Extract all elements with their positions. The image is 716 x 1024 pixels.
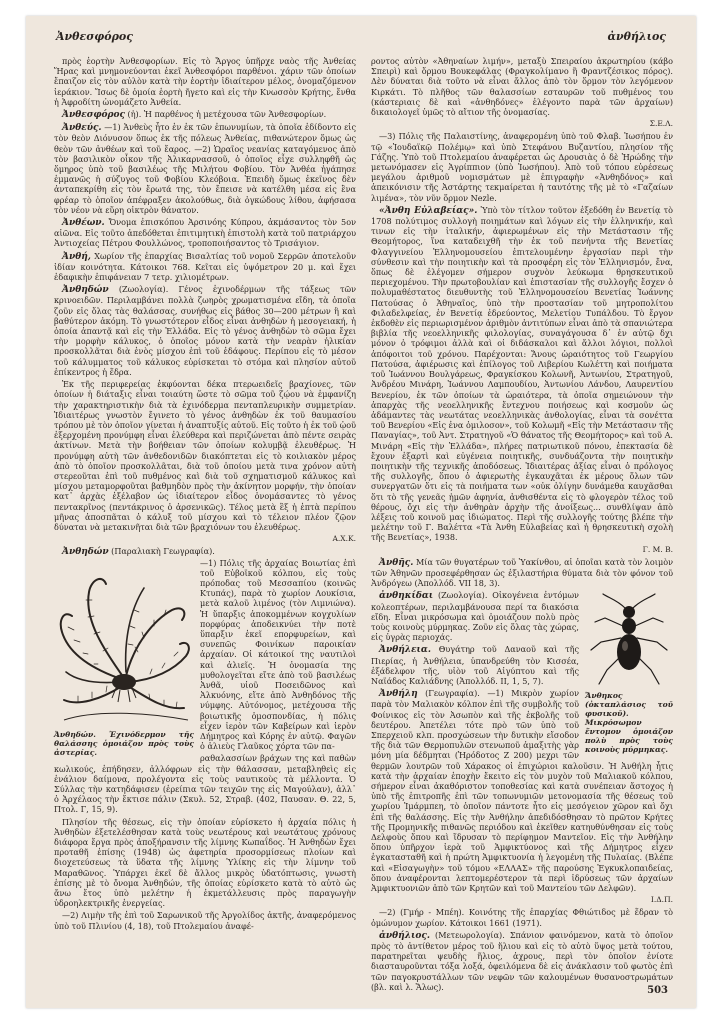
entry-category: (Μετεωρολογία).	[435, 929, 505, 940]
featherstar-figure	[54, 560, 194, 757]
entry-category: (Παραλιακὴ Γεωγραφία).	[111, 546, 215, 557]
entry-category: (Ζωολογία).	[118, 284, 169, 295]
headword: Ἀνθεύς.	[62, 123, 102, 134]
entry-anthidon-geography-2	[54, 910, 356, 930]
featherstar-illustration	[54, 560, 194, 728]
entry-anthidon-geography-cont	[54, 817, 356, 909]
entry-antheus	[54, 122, 356, 215]
entry-anthidon-zoology-cont	[54, 379, 356, 532]
headword: Ἀνθέων.	[62, 218, 105, 229]
entry-text: —2) Λιμὴν τῆς ἐπὶ τοῦ Σαρωνικοῦ τῆς Ἀργολίδος ἀκτῆς, ἀναφερόμενος ὑπὸ τοῦ Πλινίου (4, 18), τοῦ Πτολεμαίου ἀναφέ-	[54, 910, 356, 931]
entry-text: Πλησίον τῆς θέσεως, εἰς τὴν ὁποίαν εὑρίσκετο ἡ ἀρχαία πόλις ἡ Ἀνθηδὼν ἐξετελέσθησαν κατὰ τοὺς νεωτέρους καὶ νεωτάτους χρόνους διάφορα ἔργα πρὸς ἀποξήρανσιν τῆς λίμνης Κωπαΐδος. Ἡ Ἀνθηδὼν ἔχει προταθῆ ἐπίσης (1948) ὡς ἀφετηρία προσορμίσεως πλοίων καὶ διοχετεύσεως τὰ ὕδατα τῆς λίμνης Ὑλίκης εἰς τὴν λίμνην τοῦ Μαραθῶνος. Ὑπάρχει ἐκεῖ δὲ ἄλλος μικρὸς ὑδατόπτωσις, γνωστὴ ἐπίσης μὲ τὸ ὄνομα Ἀνθηδών, τῆς ὁποίας εὑρίσκετο κατὰ τὸ αὐτὸ ὡς ἄνω ἔτος ὑπὸ μελέτην ἡ ἐκμετάλλευσις πρὸς παραγωγὴν ὑδροηλεκτρικῆς ἐνεργείας.	[54, 816, 356, 909]
entry-category: (Ζωολογία).	[437, 590, 488, 601]
entry-text: —2) (Γμήρ - Μπέη). Κοινότης τῆς ἐπαρχίας Φθιώτιδος μὲ ἕδραν τὸ ὁμώνυμον χωρίον. Κάτοικοι 1661 (1971).	[371, 907, 673, 928]
entry-text: —1) Πόλις τῆς ἀρχαίας Βοιωτίας ἐπὶ τοῦ Εὐβοϊκοῦ κόλπου, εἰς τοὺς πρόποδας τοῦ Μεσσαπίου (κοινῶς Κτυπάς), παρὰ τὸ χωρίον Λουκίσια, μετὰ καλοῦ λιμένος (τὸν Λιμνιώνα). Ἡ ὕπαρξις ἀποκομμένων κογχυλίων πορφύρας ἀποδεικνύει τὴν ποτὲ ὕπαρξιν ἐκεῖ επορφυρείων, καὶ συνεπῶς Φοινίκων παροικίαν ἀρχαίαν. Οἱ κάτοικοί της ναυτιλοὶ καὶ ἁλιεῖς. Ἡ ὀνομασία της μυθολογεῖται εἴτε ἀπὸ τοῦ βασιλέως Ἀνθᾶ, υἱοῦ Ποσειδῶνος καὶ Ἀλκυόνης, εἴτε ἀπὸ Ἀνθηδόνος τῆς νύμφης. Αὐτόνομος, μετέχουσα τῆς βοιωτικῆς ὁμοσπονδίας, ἡ πόλις εἶχεν ἱερὸν τῶν Καβείρων καὶ ἱερὸν Δήμητρος καὶ Κόρης ἐν αὐτῷ. Φαγῶν ὁ ἁλιεὺς Γλαῦκος χόρτα τῶν πα-	[200, 557, 356, 752]
entry-text: —1) Μικρὸν χωρίον παρὰ τὸν Μαλιακὸν κόλπον ἐπὶ τῆς συμβολῆς τοῦ Φοίνικος εἰς τὸν Ἀσωπὸν καὶ τῆς ἐκβολῆς τοῦ δευτέρου. Ἀπετέλει τότε πρὸ τῶν ὑπὸ τοῦ Σπερχειοῦ κλπ. προσχώσεων τὴν δυτικὴν εἴσοδον τῆς διὰ τῶν Θερμοπυλῶν στενωποῦ ἁμαξιτὴς γὰρ μόνη μία δέδμηται (Ἡρόδοτος Ζ 200) μεχρι τῶν θερμῶν λουτρῶν τοῦ Χάρακος οἱ ἐπιχώριοι καλοῦσιν. Ἡ Ἀνθήλη ἦτις κατὰ τὴν ἀρχαίαν ἐποχὴν ἔκειτο εἰς τὸν μυχὸν τοῦ Μαλιακοῦ κόλπου, σήμερον εἶναι ἀκαθόριστον τοποθεσίας καὶ κατὰ συνέπειαν ἄστοχος ἡ ὑπὸ τῆς ἐπιτροπῆς ἐπὶ τῶν τοπωνυμιῶν μετονομασία τῆς θέσεως τοῦ χωρίου Ἰμάρμπεη, τὸ ὁποῖον πάντοτε ἦτο εἰς μεσόγειον χῶρον καὶ ὄχι ἐπὶ τῆς θαλάσσης. Εἰς τὴν Ἀνθήλην ἀπεδιδόσθησαν τὸ πρῶτον Κρήτες τῆς Προμηνικῆς πιθανῶς περιόδου καὶ ἐκεῖθεν κατηυθύνθησαν εἰς τοὺς Δελφοὺς ὅπου καὶ ἵδρυσαν τὸ περίφημον Μαντεῖον. Εἰς τὴν Ἀνθήλην ὅπου ὑπῆρχον ἱερὰ τοῦ Ἀμφικτύονος καὶ τῆς Δήμητρος εἶχεν ἐγκατασταθῆ καὶ ἡ πρώτη Ἀμφικτυονία ἡ λεγομένη τῆς Πυλαίας. (Βλέπε καὶ «Εἰσαγωγὴν» τοῦ τόμου «ΕΛΛΑΣ» τῆς παρούσης Ἐγκυκλοπαιδείας, ὅπου ἀναφέρονται λεπτομερέστερον τὰ περὶ ἱδρύσεως τῶν ἀρχαίων Ἀμφικτυονιῶν ἀπὸ τῶν Κρητῶν καὶ τοῦ Μαντείου τῶν Δελφῶν).	[371, 688, 673, 894]
entry-category: (Γεωγραφία).	[425, 688, 480, 699]
running-head-right: ἀνθήλιος	[607, 30, 666, 43]
entry-anthi-eulabeias	[371, 205, 673, 543]
entry-continuation	[371, 56, 673, 117]
entry-text: ροντος αὐτὸν «Ἀθηναίων λιμήν», μεταξὺ Σπειραίου ἀκρωτηρίου (κάβο Σπειρὶ) καὶ ὅρμου Βουκεφάλας (Φραγκολίμανο ἢ Φραντζέσικος πόρος). Δὲν δύναται διὰ τοῦτο νὰ εἶναι ἄλλος ἀπὸ τὸν ὅρμον τὸν λεγόμενον Κιρκάτι. Τὸ πλῆθος τῶν θαλασσίων εσταυρῶν τοῦ πυθμένος του (κάστεριαις δὲ καὶ «ἀνθηδόνες» ἐλέγοντο παρὰ τῶν ἀρχαίων) δικαιολογεῖ ὑμῶς τὸ αἴτιον τῆς ὀνομασίας.	[371, 56, 673, 118]
entry-text: ραθαλασσίων βράχων της καὶ παθὼν κωλικούς, ἐπήδησεν, ἀλλόφρων εἰς τὴν θάλασσαν, μεταβληθεὶς εἰς ἐνάλιον δαίμονα, προλέγοντα εἰς τοὺς ναυτικοὺς τὰ μέλλοντα. Ὁ Σύλλας τὴν κατηδάφισεν (ἐρείπια τῶν τειχῶν της εἰς Μαγούλαν), ἀλλ᾽ ὁ Ἀρχέλαος τὴν ἔκτισε πάλιν (Σκυλ. 52, Στραβ. (402, Παυσαν. Θ. 22, 5, Πτολ. Γ, 15, 9).	[54, 753, 356, 815]
entry-text: Οἰκογένεια ἐντόμων κολεοπτέρων, περιλαμβάνουσα περί τα διακόσια εἴδη. Εἶναι μικρόσωμα καὶ ὁμοιάζουν πολὺ πρὸς τοὺς κοινοὺς μύρμηκας. Ζοῦν εἰς ὅλας τὰς χώρας, εἰς ὑγρὰς περιοχάς.	[371, 590, 579, 643]
page-number: 503	[647, 985, 668, 996]
beetle-figure	[585, 592, 673, 753]
entry-antheon	[54, 217, 356, 249]
entry-text: πρὸς ἑορτὴν Ἀνθεσφορίων. Εἰς τὸ Ἄργος ὑπῆρχε ναὸς τῆς Ἀνθείας Ἥρας καὶ μνημονεύονται ἐκεῖ Ἀνθεσφόροι παρθένοι. χάριν τῶν ὁποίων ἔπαιζον εἰς τὸν αὐλὸν κατὰ τὴν ἑορτὴν ἰδιαίτερον μέλος, ὀνομαζόμενον ἱεράκιον. Ἴσως δὲ ὁμοία ἑορτὴ ἤγετο καὶ εἰς τὴν Κνωσσὸν Κρήτης, ἔνθα ἡ Ἀφροδίτη ὠνομάζετο Ἀνθεία.	[54, 56, 356, 107]
entry-text: Ὄνομα ἐπισκόπου Ἀρσινόης Κύπρου, ἀκμάσαντος τὸν 5ον αἰῶνα. Εἰς τοῦτο ἀπεδόθεται ἐπιτιμητικὴ ἐπιστολὴ κατὰ τοῦ πατριάρχου Ἀντιοχείας Πέτρου Φουλλώνος, τροποποιήσαντος τὸ Τρισάγιον.	[54, 217, 357, 249]
entry-text: Γένος ἐχινοδέρμων τῆς τάξεως τῶν κρινοειδῶν. Περιλαμβάνει πολλὰ ζωηρὸς χρωματισμένα εἴδη, τὰ ὁποῖα ζοῦν εἰς ὅλας τὰς θαλάσσας, συνήθως εἰς βάθος 30—200 μέτρων ἢ καὶ βαθύτερον ἀκόμη. Τὸ γνωστότερον εἶδος εἶναι ἀνθηδὼν ἡ μεσογειακή, ἡ ὁποία ἀπαντᾷ καὶ εἰς τὴν Ἑλλάδα. Εἰς τὸ γένος ἀνθηδὼν τὸ σῶμα ἔχει τὴν μορφὴν κάλυκος, ὁ ὁποῖος μόνον κατὰ τὴν νεαρὰν ἡλικίαν προσκολλᾶται διὰ ἑνὸς μίσχου ἐπὶ τοῦ ἐδάφους. Περίπου εἰς τὸ μέσον τοῦ κάλυμματος τοῦ κάλυκος εὑρίσκεται τὸ στόμα καὶ πλησίον αὐτοῦ ἐπίκεντρος ἡ ἕδρα.	[54, 284, 356, 377]
running-head	[56, 30, 666, 50]
headword: Ἀνθηδών	[62, 547, 109, 558]
entry-text: Θυγάτηρ τοῦ Δαναοῦ καὶ τῆς Πιερίας, ἡ Ἀνθήλεια, ὑπανδρεύθη τὸν Κισσέα, ἐξάδελφον τῆς, υἱὸν τοῦ Αἰγύπτου καὶ τῆς Ναϊάδος Καλιάδνης (Ἀπολλόδ. ΙΙ, 1, 5, 7).	[371, 644, 579, 686]
entry-anthis	[371, 557, 673, 589]
entry-anthidon-geography	[54, 546, 356, 814]
headword: ἀνθήλιος.	[379, 930, 430, 941]
entry-anthesforos	[54, 109, 356, 120]
entry-anthili-2	[371, 907, 673, 927]
headword: Ἀνθεσφόρος	[62, 110, 125, 121]
headword: Ἀνθηδών	[62, 285, 109, 296]
figure-caption: Ἄνθηκος (ὀκταπλάσιος τοῦ φυσικοῦ). Μικρόσωμον ἔντομον ὁμοιάζον πολὺ πρὸς τοὺς κοινοὺς μύρμηκας.	[585, 690, 673, 754]
author-signature: Σ.Ε.Λ.	[649, 119, 673, 129]
entry-anthi	[54, 251, 356, 283]
headword: Ἀνθή,	[62, 251, 91, 262]
entry-anthikidai-block	[371, 590, 673, 893]
entry-anthidon-zoology	[54, 284, 356, 377]
author-signature: Ι.Δ.Π.	[650, 895, 673, 905]
headword: Ἀνθήλεια.	[379, 645, 431, 656]
entry-text: Σπάνιον φαινόμενον, κατὰ τὸ ὁποῖον πρὸς τὸ ἀντίθετον μέρος τοῦ ἥλιου καὶ εἰς τὸ αὐτὸ ὕψος μετὰ τούτου, παρατηρεῖται ψευδὴς ἥλιος, ἀχρους, περὶ τὸν ὁποῖον ἐνίοτε διασταυροῦνται τόξα λοξά, ὀφειλόμενα δὲ εἰς ἀνάκλασιν τοῦ φωτὸς ἐπὶ τῶν παγοκρυστάλλων τῶν νεφῶν τῶν καλουμένων θυσανοστρωμάτων (βλ. καὶ λ. Ἅλως).	[371, 929, 673, 992]
entry-text: —1) Ἀνθεὺς ἦτο ἐν ἐκ τῶν ἐπωνυμίων, τὰ ὁποῖα ἐδίδοντο εἰς τὸν θεὸν Διόνυσον ὅπως ἐκ τῆς πόλεως Ἀνθείας, πιθανώτερον ὅμως ὡς θεὸν τῶν ἀνθέων καὶ τοῦ ἔαρος. —2) Ὡραῖος νεανίας καταγόμενος ἀπὸ τὸν βασιλικὸν οἶκον τῆς Ἀλικαρνασσοῦ, ὁ ὁποῖος εἶχε συλληφθῆ ὡς ὅμηρος ὑπὸ τοῦ βασιλέως τῆς Μιλήτου Φοβίου. Τὸν Ἀνθέα ἠγάπησε ἐμμανῶς ἡ σύζυγος τοῦ Φοβίου Κλεόβοια. Ἐπειδὴ ὅμως ἐκεῖνος δὲν ἀνταπεκρίθη εἰς τὸν ἔρωτά της, τὸν ἔπεισε νὰ κατέλθη μέσα εἰς ἓνα φρέαρ τὸ ὁποῖον ἀπέφραξεν ἀκολούθως, διὰ ὀγκώδους λίθου, ἀφήσασα τὸν νέον νὰ εὕρη οἰκτρὸν θάνατον.	[54, 122, 357, 215]
entry-text: Ἐκ τῆς περιφερείας ἐκφύονται δέκα πτερωειδεῖς βραχίονες, τῶν ὁποίων ἡ διάταξις εἶναι τοιαύτη ὥστε τὸ σῶμα τοῦ ζῴου νὰ ἐμφανίζη τὴν χαρακτηριστικὴν διὰ τὰ ἐχινόδερμα πενταπλευρικὴν συμμετρίαν. Ἰδιαιτέρως γνωστὸν ἔγινετο τὸ γένος ἀνθηδὼν ἐκ τοῦ θαυμασίου τρόπου μὲ τὸν ὁποῖον γίνεται ἡ ἀναπτυξίς αὐτοῦ. Εἰς τοῦτο ἡ ἐκ τοῦ ᾠοῦ ἐξερχομένη προνύμφη εἶναι ἐλεύθερα καὶ περιζώνεται ἀπὸ πέντε σειρὰς ἀκτίνων. Μετὰ τὴν βοήθειαν τῶν ὁποίων κολυμβᾷ ἐλευθέρως. Ἡ προνύμφη αὐτὴ τῶν ἀνθεδονιδῶν διακόπτεται εἰς τὸ κοιλιακὸν μέρος ἀπὸ τὸ ὁποῖον προσκολλᾶται, διὰ τοῦ ὁποίου μετὰ τινα χρόνον αὐτὴ στερεοῦται ἐπὶ τοῦ πυθμένος καὶ διὰ τοῦ σχηματισμοῦ κάλυκος καὶ μίσχου μεταμορφοῦται βαθμηδὸν πρὸς τὴν ἀκίνητον μορφήν, τὴν ὁποίαν κατ᾽ ἀρχὰς ἐξέλαβον ὡς ἰδιαίτερον εἶδος ὀνομάσαντες τὸ γένος πεντακρῖνος (πεντάκρινος ὁ ἀρσενικῶς). Τέλος μετὰ ἓξ ἡ ἑπτὰ περίπου μῆνας ἀποσπᾶται ὁ κάλυξ τοῦ μίσχου καὶ τὸ τέλειον πλέον ζῷον δύναται νὰ μετακινῆται διὰ τῶν βραχιόνων του ἐλευθέρως.	[54, 379, 356, 532]
entry-anthilios	[371, 930, 673, 992]
figure-caption: Ἀνθηδών. Ἐχινόδερμον τῆς θαλάσσης ὁμοιάζον πρὸς τοὺς ἀστερίας.	[54, 729, 194, 757]
headword: Ἀνθήλη	[379, 689, 418, 700]
entry-text: (ἡ). Ἡ παρθένος ἡ μετέχουσα τῶν Ἀνθεσφορίων.	[127, 109, 327, 120]
entry-text: Μία τῶν θυγατέρων τοῦ Ὑακίνθου, αἱ ὁποῖαι κατὰ τὸν λοιμὸν τῶν Ἀθηνῶν προσεφέρθησαν ὡς ἐξιλαστήρια θύματα διὰ τὸν φόνον τοῦ Ἀνδρόγεω (Ἀπολλόδ. VII 18, 3).	[371, 556, 674, 589]
left-column	[54, 56, 356, 986]
encyclopedia-page	[26, 16, 696, 1008]
author-signature: Γ. Μ. Β.	[642, 544, 673, 554]
author-signature: Α.Χ.Κ.	[332, 534, 356, 544]
entry-continuation	[54, 56, 356, 107]
running-head-left: Ἀνθεσφόρος	[56, 30, 133, 43]
headword: «Ἀνθη Εὐλαβείας».	[379, 205, 478, 216]
entry-text: Χωρίον τῆς ἐπαρχίας Βισαλτίας τοῦ νομοῦ Σερρῶν ἀποτελοῦν ἰδίαν κοινότητα. Κάτοικοι 768. Κεῖται εἰς ὑψόμετρον 20 μ. καὶ ἔχει ἐδαφικὴν ἐπιφάνειαν 7 τετρ. χιλιομέτρων.	[54, 250, 356, 283]
beetle-illustration	[585, 592, 673, 688]
entry-text: Ὑπὸ τὸν τίτλον τοῦτον ἐξεδόθη ἐν Βενετίᾳ τὸ 1708 πολύτιμος συλλογὴ ποιημάτων καὶ λόγων εἰς τὴν ἑλληνικήν, καὶ τινων εἰς τὴν ἰταλικήν, ἀφιερωμένων εἰς τὴν Μετάστασιν τῆς Θεομήτορος, ἵνα καταδειχθῆ τὴν ἐκ τοῦ πενήντα τῆς Βενετίας Φλαγγινείου Ἑλληνομουσείου ἐπιτελουμένην ἐργασίαν περὶ τὴν σύνθεσιν καὶ τὴν ποιητικὴν καὶ τὰ προσφέρη εἰς τὸν Ἑλληνισμόν, ἔνα, ὅπως δὲ ἐλέγομεν σήμερον συχνὸν λεύκωμα θρησκευτικοῦ περιεχομένου. Τὴν πρωτοβουλίαν καὶ ἐπιστασίαν τῆς συλλογῆς ἔσχεν ὁ πολυμαθέστατος διευθυντὴς τοῦ Ἑλληνομουσείου Βενετίας Ἰωάννης Πατούσας ὁ Ἀθηναῖος, ὑπὸ τὴν προστασίαν τοῦ μητροπολίτου Φιλαδελφείας, ἐν Βενετίᾳ ἐδρεύοντος, Μελετίου Τυπάλδου. Τὸ ἔργον ἐκδοθὲν εἰς περιωρισμένον ἀριθμὸν ἀντιτύπων εἶναι ἀπὸ τὰ σπανιώτερα βιβλία τῆς νεοελληνικῆς φιλολογίας, συναγάγουσα δ᾽ ἐν αὐτῷ δχι μόνον ὁ τρόφιμοι ἀλλὰ καὶ οἱ διδάσκαλοι καὶ ἄλλοι λόγιοι, πολλοὶ ἀπόφοιτοι τοῦ χρόνου. Παρέχονται: Ἄνους ὡραιότητος τοῦ Γεωργίου Πατούσα, ἀφιέρωσις καὶ ἐπίλογος τοῦ Λιβερίου Κωλέττη καὶ ποιήματα τοῦ Ἰωάννου Βουλγάρεως, Φραγκίσκου Κολωνῆ, Ἀντωνίου, Στρατηγοῦ, Ἀνδρέου Μινάρη, Ἰωάννου Λαμπουδίου, Ἀντωνίου Λάνδου, Λαυρεντίου Βενερίου, ἐκ τῶν ὁποίων τὰ ὡραιότερα, τὰ ὁποῖα σημειώνουν τὴν ἀπαρχὰς τῆς νεοελληνικῆς ἔντεχνου ποιήσεως καὶ κοσμοῦν ὡς ἀδάμαντες τὰς νεωτάτας νεοελληνικὰς ἀνθολογίας, εἶναι τὰ σονέττα τοῦ Βενερίου «Εἰς ἐνα ὀμιλοσον», τοῦ Κολωμῆ «Εἰς τὴν Μετάστασιν τῆς Παναγίας», τοῦ Ἀντ. Στρατηγοῦ «Ὁ θάνατος τῆς Θεομήτορος» καὶ τοῦ Α. Μινάρη «Εἰς τὴν Ἑλλάδα», πλήρες πατριωτικοῦ πόνου, ἐπεκτασία δὲ ἔχουν ἐξαρτὶ καὶ εὐγένεια ποιητικῆς, συνδυάζοντα τὴν ποιητικὴν ποιητικὴν τῆς τεχνικῆς ἀποδόσεως. Ἰδιαιτέρας ἀξίας εἶναι ὁ πρόλογος τῆς συλλογῆς, ὅπου ὁ ἀφιερωτὴς ἐγκαυχᾶται ἐκ μέρους ὅλων τῶν συνεργατῶν ὅτι εἰς τὰ ποιήματα των «οὐκ ὀλίγην δυνάμεθα καυχᾶσθαι ὅτι τὸ τῆς γενεᾶς ἡμῶν ἀφηνία, ἀνθισθέντα εἰς τὸ φλογερὸν τέλος τοῦ θέρους, ὄχι εἰς τὴν ἀνθηρὰν ἀρχὴν τῆς ἀνοίξεως... συνθλίψαν ἀπὸ λέξεις τοῦ κοινοῦ μας ἰδιώματος. Περὶ τῆς συλλογῆς τούτης βλέπε τὴν μελέτην τοῦ Γ. Βαλέττα «Τὰ Ἀνθη Εὐλαβείας καὶ ἡ θρησκευτικὴ σχολὴ τῆς Βενετίας», 1938.	[371, 204, 673, 543]
entry-anthidon-3	[371, 131, 673, 202]
headword: ἀνθηκίδαι	[379, 591, 434, 602]
entry-text: —3) Πόλις τῆς Παλαιστίνης, ἀναφερομένη ὑπὸ τοῦ Φλαβ. Ἰωσήπου ἐν τῷ «Ἰουδαϊκῷ Πολέμῳ» καὶ ὑπὸ Στεφάνου Βυζαντίου, πλησίον τῆς Γάζης. Ὑπὸ τοῦ Πτολεμαίου ἀναφέρεται ὡς Δρουσιὰς ὁ δὲ Ἡρώδης τὴν μετωνόμασεν εἰς Ἀγρίππιον (ὑπὸ Ἰωσήπου). Ἀπὸ τοῦ τόπου εὑρέσεως μεγάλου ἀριθμοῦ νομισμάτων μὲ ἐπιγραφὴν «Ἀνθηδόνος» καὶ ἀπεικόνισιν τῆς Ἀστάρτης τεκμαίρεται ἡ ταυτότης τῆς μὲ τὸ «Γαζαίων λιμένα», τὸν νῦν ὅρμον Nezle.	[371, 131, 673, 203]
headword: Ἀνθῆς.	[379, 557, 414, 568]
